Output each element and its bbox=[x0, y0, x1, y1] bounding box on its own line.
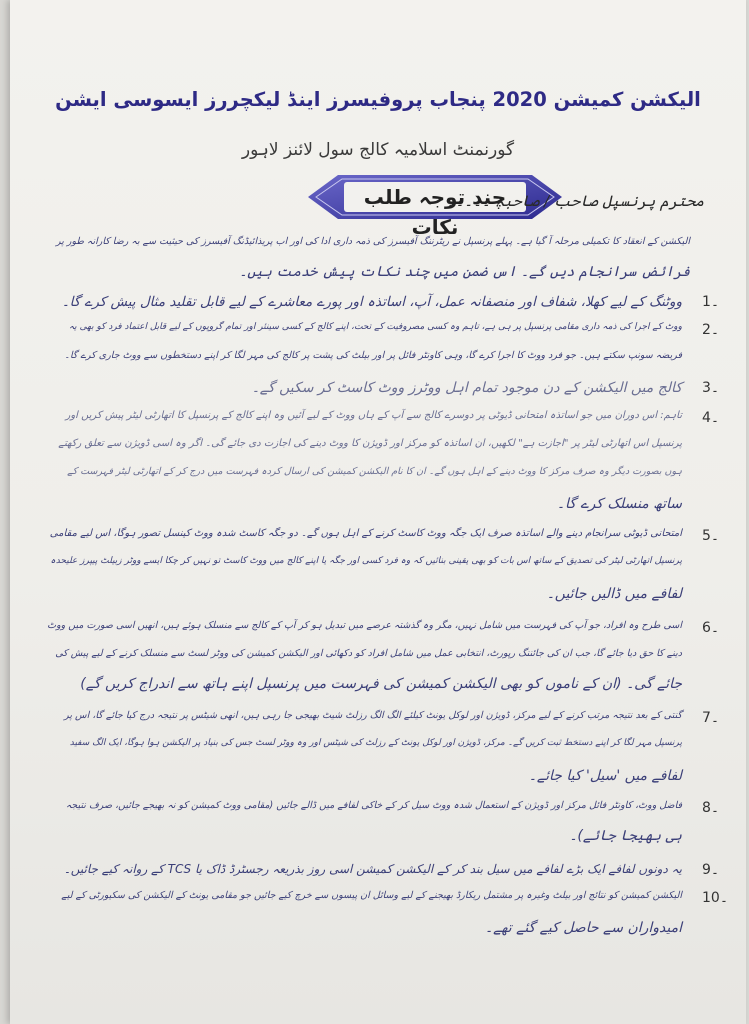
intro-line: فرائض سرانجام دیں گے۔ اس ضمن میں چند نکات پیش خدمت ہیں۔ bbox=[239, 264, 690, 280]
point-line: دینے کا حق دیا جائے گا، جب ان کی جائننگ رپورٹ، انتخابی عمل میں شامل افراد کو دکھائی اور الیکشن کمیشن کی ووٹر لسٹ سے منسلک کرنے کے لیے پیش کی bbox=[55, 648, 682, 659]
point-number: ۔10 bbox=[702, 890, 729, 906]
point-line: الیکشن کمیشن کو نتائج اور بیلٹ وغیرہ پر مشتمل ریکارڈ بھیجنے کے لیے وسائل ان پیسوں سے خرچ کیے جائیں جو مقامی یونٹ کے الیکشن کی سکیورٹی کے لیے bbox=[61, 890, 682, 901]
point-line: پرنسپل اس اتھارٹی لیٹر پر "اجازت ہے" لکھیں، ان اساتذہ کو مرکز اور ڈویژن کا ووٹ دینے کی اجازت دی جائے گی۔ اگر وہ اسی ڈویژن سے تعلق رکھتے bbox=[58, 438, 682, 449]
point-number: ۔4 bbox=[702, 410, 720, 426]
salutation: محترم پرنسپل صاحب / صاحبہ ۔۔۔۔۔ bbox=[446, 192, 704, 210]
point-number: ۔5 bbox=[702, 528, 720, 544]
point-line: ووٹ کے اجرا کی ذمہ داری مقامی پرنسپل پر ہی ہے، تاہم وہ کسی مصروفیت کے تحت، اپنے کالج کے کسی سینئر اور تمام گروپوں کے لیے قابل اعتماد فرد کو بھی یہ bbox=[68, 322, 682, 332]
point-line: ساتھ منسلک کرے گا۔ bbox=[556, 496, 682, 512]
point-line: امیدواران سے حاصل کیے گئے تھے۔ bbox=[484, 920, 682, 936]
point-line: لفافے میں 'سیل' کیا جائے۔ bbox=[528, 768, 682, 784]
point-number: ۔2 bbox=[702, 322, 720, 338]
point-line: فریضہ سونپ سکتے ہیں۔ جو فرد ووٹ کا اجرا کرے گا، وہی کاونٹر فائل پر اور بیلٹ کی پشت پر کالج کی مہر لگا کر اپنے دستخطوں سے ووٹ جاری کرے گا۔ bbox=[64, 350, 682, 361]
point-line: پرنسپل مہر لگا کر اپنے دستخط ثبت کریں گے۔ مرکز، ڈویژن اور لوکل یونٹ کے رزلٹ کی شیٹس اور وہ ووٹر لسٹ جس کی بنیاد پر الیکشن ہوا ہوگا، ایک الگ سفید bbox=[69, 738, 682, 748]
document-page bbox=[10, 0, 746, 1024]
intro-line: الیکشن کے انعقاد کا تکمیلی مرحلہ آ گیا ہے۔ پہلے پرنسپل نے ریٹرننگ آفیسرز کی ذمہ داری ادا کی اور اب پریذائیڈنگ آفیسرز کی حیثیت سے بہ رضا کارانہ طور پر bbox=[55, 236, 690, 247]
point-line: یہ دونوں لفافے ایک بڑے لفافے میں سیل بند کر کے الیکشن کمیشن اسی روز بذریعہ رجسٹرڈ ڈاک یا TCS کے روانہ کیے جائیں۔ bbox=[63, 862, 682, 876]
point-line: لفافے میں ڈالیں جائیں۔ bbox=[546, 586, 682, 602]
point-line: جائے گی۔ (ان کے ناموں کو بھی الیکشن کمیشن کی فہرست میں پرنسپل اپنے ہاتھ سے اندراج کریں گے) bbox=[80, 676, 682, 692]
point-number: ۔1 bbox=[702, 294, 720, 310]
point-line: اسی طرح وہ افراد، جو آپ کی فہرست میں شامل نہیں، مگر وہ گذشتہ عرصے میں تبدیل ہو کر آپ کے کالج سے منسلک ہوئے ہیں، انھیں اسی صورت میں ووٹ bbox=[47, 620, 682, 631]
banner-title: چند توجہ طلب نکات bbox=[344, 182, 526, 212]
point-number: ۔9 bbox=[702, 862, 720, 878]
point-line: پرنسپل اتھارٹی لیٹر کی تصدیق کے ساتھ اس بات کو بھی یقینی بنائیں کہ وہ فرد کسی اور جگہ یا اپنے کالج میں ووٹ کاسٹ تو نہیں کر چکا ایسے ووٹر زبیلٹ پیپرز علیحدہ bbox=[50, 556, 682, 566]
point-number: ۔3 bbox=[702, 380, 720, 396]
document-title: الیکشن کمیشن 2020 پنجاب پروفیسرز اینڈ لیکچررز ایسوسی ایشن bbox=[55, 88, 701, 111]
point-line: فاضل ووٹ، کاونٹر فائل مرکز اور ڈویژن کے استعمال شدہ ووٹ سیل کر کے خاکی لفافے میں ڈالے جائیں (مقامی ووٹ کمیشن کو نہ بھیجے جائیں، صرف نتیجہ bbox=[65, 800, 682, 811]
college-name: گورنمنٹ اسلامیہ کالج سول لائنز لاہور bbox=[241, 140, 515, 160]
point-line: امتحانی ڈیوٹی سرانجام دینے والے اساتذہ صرف ایک جگہ ووٹ کاسٹ کرنے کے اہل ہوں گے۔ دو جگہ کاسٹ شدہ ووٹ کینسل تصور ہوگا، اس لیے مقامی bbox=[49, 528, 682, 539]
point-number: ۔6 bbox=[702, 620, 720, 636]
point-number: ۔7 bbox=[702, 710, 720, 726]
point-line: ووٹنگ کے لیے کھلا، شفاف اور منصفانہ عمل، آپ، اساتذہ اور پورے معاشرے کے لیے قابل تقلید مثال پیش کرے گا۔ bbox=[61, 294, 682, 310]
point-line: ہوں بصورت دیگر وہ صرف مرکز کا ووٹ دینے کے اہل ہوں گے۔ ان کا نام الیکشن کمیشن کی ارسال کردہ فہرست میں درج کر کے اتھارٹی لیٹر فہرست کے bbox=[67, 466, 682, 477]
point-line: کالج میں الیکشن کے دن موجود تمام اہل ووٹرز ووٹ کاسٹ کر سکیں گے۔ bbox=[251, 380, 682, 396]
point-line: تاہم: اس دوران میں جو اساتذہ امتحانی ڈیوٹی پر دوسرے کالج سے آپ کے ہاں ووٹ کے لیے آئیں وہ اپنے کالج کے پرنسپل کا اتھارٹی لیٹر پیش کریں اور bbox=[65, 410, 682, 421]
point-line: گنتی کے بعد نتیجہ مرتب کرنے کے لیے مرکز، ڈویژن اور لوکل یونٹ کیلئے الگ الگ رزلٹ شیٹ بھیجی جا رہی ہیں، انھی شیٹس پر نتیجہ درج کیا جائے گا، اس پر bbox=[64, 710, 682, 721]
point-number: ۔8 bbox=[702, 800, 720, 816]
point-line: ہی بھیجا جائے)۔ bbox=[569, 828, 682, 844]
